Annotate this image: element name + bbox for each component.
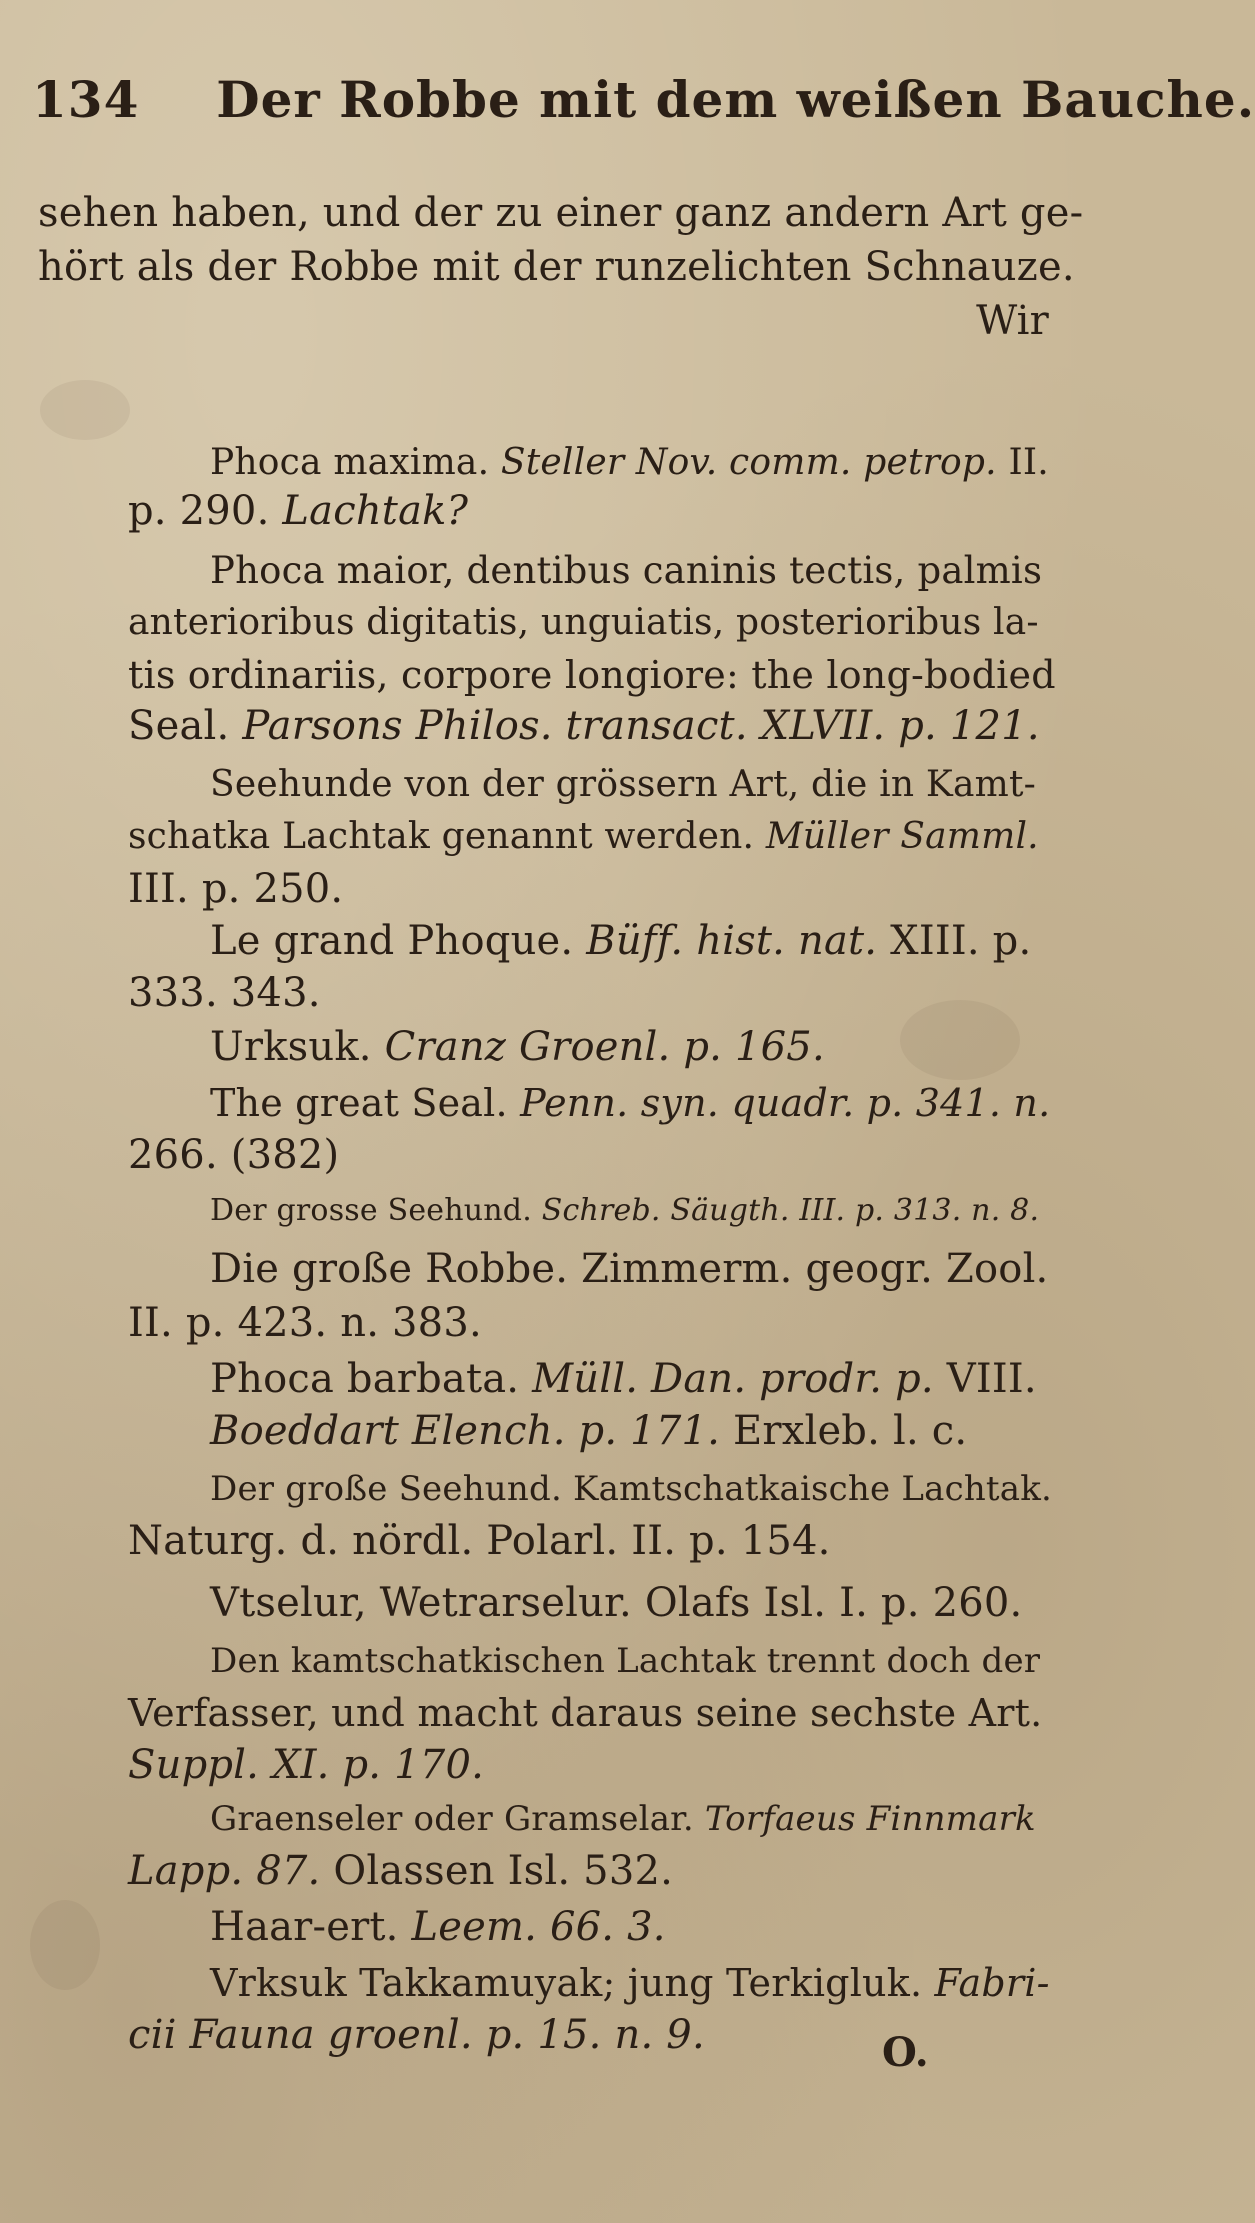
entry-reference: XIII. p. bbox=[890, 918, 1032, 964]
entry-9-line-0 bbox=[210, 1408, 967, 1454]
entry-12-line-2 bbox=[128, 1742, 484, 1788]
entry-12-line-0 bbox=[210, 1638, 1040, 1684]
entry-text: The great Seal. bbox=[210, 1081, 508, 1125]
entry-5-line-1 bbox=[128, 1132, 339, 1178]
entry-0-line-0 bbox=[210, 440, 1049, 486]
entry-citation: Suppl. XI. p. 170. bbox=[128, 1742, 485, 1788]
entry-text: Den kamtschatkischen Lachtak trennt doch der bbox=[210, 1641, 1041, 1681]
entry-text: 333. 343. bbox=[128, 970, 321, 1016]
entry-text: p. 290. bbox=[128, 488, 270, 534]
entry-text: Vrksuk Takkamuyak; jung Terkigluk. bbox=[210, 1961, 923, 2005]
entry-text: schatka Lachtak genannt werden. bbox=[128, 816, 755, 857]
entry-6-line-0 bbox=[210, 1188, 1039, 1234]
entry-1-line-0 bbox=[210, 548, 1042, 594]
entry-5-line-0 bbox=[210, 1080, 1050, 1126]
paper-stain bbox=[40, 380, 130, 440]
entry-text: Vtselur, Wetrarselur. Olafs Isl. I. p. 260. bbox=[210, 1580, 1023, 1626]
entry-reference: VIII. bbox=[946, 1356, 1037, 1402]
entry-15-line-1 bbox=[128, 2012, 705, 2058]
entry-text: anterioribus digitatis, unguiatis, posterioribus la- bbox=[128, 602, 1039, 643]
page-number: 134 bbox=[32, 70, 140, 129]
entry-text: Naturg. d. nördl. Polarl. II. p. 154. bbox=[128, 1518, 831, 1564]
running-title: Der Robbe mit dem weißen Bauche. bbox=[216, 70, 1255, 129]
entry-text: Le grand Phoque. bbox=[210, 918, 574, 964]
entry-citation: Torfaeus Finnmark bbox=[704, 1799, 1036, 1839]
catchword-top: Wir bbox=[976, 298, 1049, 344]
entry-7-line-1 bbox=[128, 1300, 482, 1346]
entry-text: Phoca barbata. bbox=[210, 1356, 520, 1402]
entry-citation: Lachtak? bbox=[282, 488, 469, 534]
entry-citation: Fabri- bbox=[934, 1961, 1050, 2005]
intro-line-1: sehen haben, und der zu einer ganz andern Art ge- bbox=[38, 190, 1084, 236]
entry-text: II. p. 423. n. 383. bbox=[128, 1300, 482, 1346]
entry-11-line-0 bbox=[210, 1580, 1022, 1626]
entry-citation: Steller Nov. comm. petrop. bbox=[500, 442, 997, 483]
entry-citation: Cranz Groenl. p. 165. bbox=[384, 1024, 825, 1070]
entry-citation: Lapp. 87. bbox=[128, 1848, 321, 1894]
entry-reference: Erxleb. l. c. bbox=[732, 1408, 968, 1454]
entry-10-line-0 bbox=[210, 1466, 1052, 1512]
catchword-bottom: O. bbox=[882, 2029, 929, 2076]
entry-2-line-0 bbox=[210, 762, 1036, 808]
paper-stain bbox=[900, 1000, 1020, 1080]
entry-text: tis ordinariis, corpore longiore: the long-bodied bbox=[128, 653, 1056, 697]
entry-citation: cii Fauna groenl. p. 15. n. 9. bbox=[128, 2012, 705, 2058]
entry-8-line-0 bbox=[210, 1356, 1037, 1402]
entry-3-line-0 bbox=[210, 918, 1031, 964]
entry-3-line-1 bbox=[128, 970, 321, 1016]
entry-citation: Büff. hist. nat. bbox=[586, 918, 878, 964]
entry-reference: Olassen Isl. 532. bbox=[333, 1848, 674, 1894]
intro-line-2: hört als der Robbe mit der runzelichten Schnauze. bbox=[38, 244, 1075, 290]
entry-reference: Zimmerm. geogr. Zool. bbox=[581, 1246, 1049, 1292]
entry-12-line-1 bbox=[128, 1690, 1042, 1736]
entry-0-line-1 bbox=[128, 488, 468, 534]
entry-text: Seal. bbox=[128, 703, 230, 749]
entry-text: 266. (382) bbox=[128, 1132, 340, 1178]
entry-text: Phoca maxima. bbox=[210, 442, 490, 483]
entry-citation: Müll. Dan. prodr. p. bbox=[532, 1356, 934, 1402]
entry-14-line-0 bbox=[210, 1904, 666, 1950]
entry-text: III. p. 250. bbox=[128, 866, 344, 912]
entry-1-line-2 bbox=[128, 652, 1056, 698]
entry-citation: Boeddart Elench. p. 171. bbox=[210, 1408, 721, 1454]
entry-text: Der große Seehund. Kamtschatkaische Lachtak. bbox=[210, 1469, 1053, 1509]
entry-text: Der grosse Seehund. bbox=[210, 1193, 532, 1228]
entry-citation: Müller Samml. bbox=[765, 816, 1039, 857]
page-header bbox=[32, 70, 1255, 129]
entry-text: Haar-ert. bbox=[210, 1904, 399, 1950]
entry-1-line-3 bbox=[128, 703, 1040, 749]
entry-text: Urksuk. bbox=[210, 1024, 372, 1070]
entry-2-line-1 bbox=[128, 814, 1039, 860]
entry-13-line-0 bbox=[210, 1796, 1036, 1842]
entry-citation: Penn. syn. quadr. p. 341. n. bbox=[520, 1081, 1051, 1125]
entry-1-line-1 bbox=[128, 600, 1039, 646]
entry-text: Graenseler oder Gramselar. bbox=[210, 1799, 694, 1839]
entry-7-line-0 bbox=[210, 1246, 1048, 1292]
entry-10-line-1 bbox=[128, 1518, 831, 1564]
paper-stain bbox=[30, 1900, 100, 1990]
entry-text: Verfasser, und macht daraus seine sechste Art. bbox=[128, 1691, 1043, 1735]
entry-4-line-0 bbox=[210, 1024, 825, 1070]
entry-15-line-0 bbox=[210, 1960, 1050, 2006]
entry-text: Seehunde von der grössern Art, die in Kamt- bbox=[210, 764, 1037, 805]
entry-13-line-1 bbox=[128, 1848, 673, 1894]
entry-text: Die große Robbe. bbox=[210, 1246, 569, 1292]
entry-citation: Schreb. Säugth. III. p. 313. n. 8. bbox=[541, 1193, 1040, 1228]
entry-citation: Parsons Philos. transact. XLVII. p. 121. bbox=[242, 703, 1040, 749]
entry-text: Phoca maior, dentibus caninis tectis, palmis bbox=[210, 549, 1043, 592]
entry-2-line-2 bbox=[128, 866, 343, 912]
entry-reference: II. bbox=[1008, 442, 1049, 483]
entry-citation: Leem. 66. 3. bbox=[411, 1904, 666, 1950]
